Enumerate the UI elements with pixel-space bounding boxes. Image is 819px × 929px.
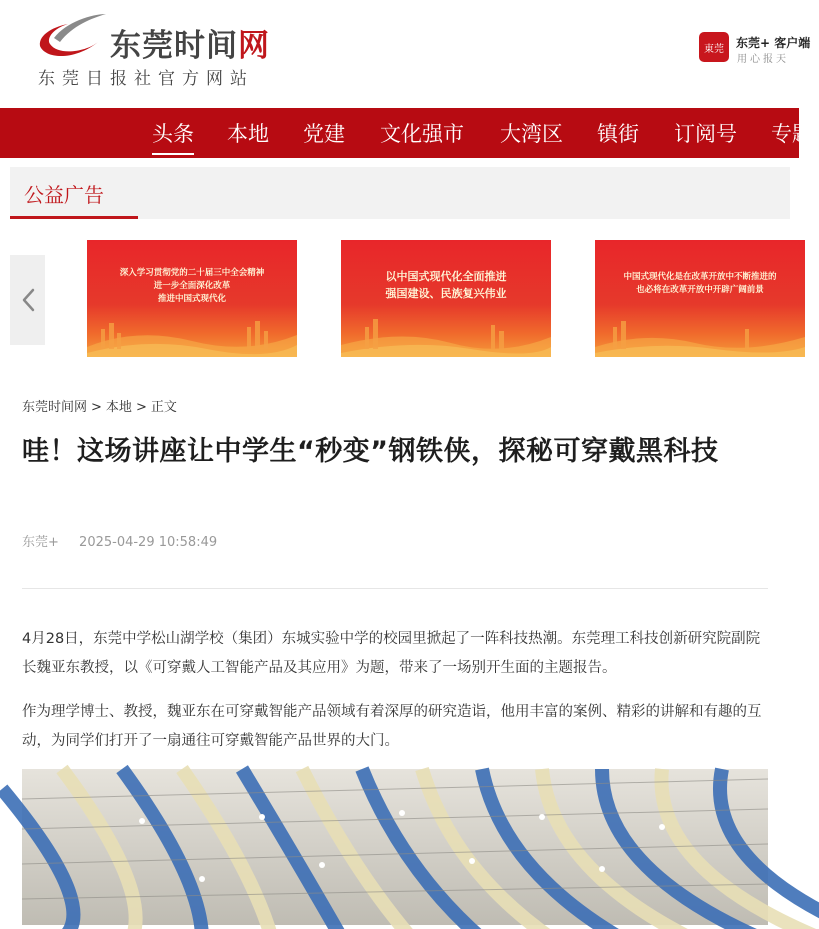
cityscape-illustration: [341, 307, 551, 357]
breadcrumb-home-link[interactable]: 东莞时间网: [22, 400, 88, 415]
divider: [22, 588, 768, 589]
breadcrumb-current: 正文: [150, 400, 177, 415]
app-slogan: 用心报天: [737, 54, 789, 65]
article-source: 东莞+: [22, 535, 59, 550]
logo-subtitle: 东莞日报社官方网站: [38, 69, 254, 89]
article-title: 哇！这场讲座让中学生“秒变”钢铁侠，探秘可穿戴黑科技: [22, 436, 719, 467]
section-title: 公益广告: [24, 183, 104, 207]
main-nav: [0, 108, 813, 158]
nav-item-party-building[interactable]: 党建: [303, 122, 345, 146]
nav-item-greater-bay-area[interactable]: 大湾区: [500, 122, 563, 146]
breadcrumb-separator: >: [91, 400, 102, 415]
banner-2-text: 以中国式现代化全面推进 强国建设、民族复兴伟业: [385, 270, 507, 301]
site-logo[interactable]: [36, 12, 286, 92]
nav-item-towns[interactable]: 镇街: [597, 122, 639, 146]
banner-3-text: 中国式现代化是在改革开放中不断推进的 也必将在改革开放中开辟广阔前景: [623, 272, 777, 296]
cityscape-illustration: [87, 307, 297, 357]
cityscape-illustration: [595, 307, 805, 357]
nav-item-local[interactable]: 本地: [227, 122, 269, 146]
section-header: [10, 167, 790, 219]
banner-3[interactable]: [595, 240, 805, 357]
site-header: [0, 0, 811, 108]
app-title: 东莞+ 客户端: [736, 36, 811, 50]
logo-title: 东莞时间网: [110, 28, 270, 64]
banner-1-text: 深入学习贯彻党的二十届三中全会精神 进一步全面深化改革 推进中国式现代化: [119, 268, 265, 305]
banner-1[interactable]: [87, 240, 297, 357]
article-meta: [22, 531, 217, 550]
breadcrumb-separator: >: [135, 400, 147, 415]
nav-item-headlines[interactable]: 头条: [152, 118, 194, 148]
article-paragraph-2: 作为理学博士、教授，魏亚东在可穿戴智能产品领域有着深厚的研究造诣，他用丰富的案例、精彩的讲解和有趣的互动，为同学们打开了一扇通往可穿戴智能产品世界的大门。: [22, 704, 762, 749]
nav-item-topics[interactable]: 专题: [771, 122, 813, 146]
breadcrumb: [22, 396, 177, 415]
article-datetime: 2025-04-29 10:58:49: [79, 535, 218, 550]
swoosh-logo-icon: [36, 12, 110, 60]
chevron-left-icon: [21, 288, 35, 312]
article-photo: [22, 769, 768, 925]
banner-2[interactable]: [341, 240, 551, 357]
auditorium-ceiling-photo: [22, 769, 768, 925]
carousel-prev-button[interactable]: [10, 255, 45, 345]
breadcrumb-section-link[interactable]: 本地: [105, 400, 132, 415]
nav-item-culture-city[interactable]: 文化强市: [380, 122, 464, 146]
app-badge-icon: 東莞: [699, 32, 729, 62]
app-download-link[interactable]: [699, 32, 819, 66]
nav-item-subscriptions[interactable]: 订阅号: [674, 122, 737, 146]
section-underline: [10, 216, 138, 219]
article-paragraph-1: 4月28日，东莞中学松山湖学校（集团）东城实验中学的校园里掀起了一阵科技热潮。东莞理工科技创新研究院副院长魏亚东教授，以《可穿戴人工智能产品及其应用》为题，带来了一场别开生面的主题报告。: [22, 631, 761, 676]
